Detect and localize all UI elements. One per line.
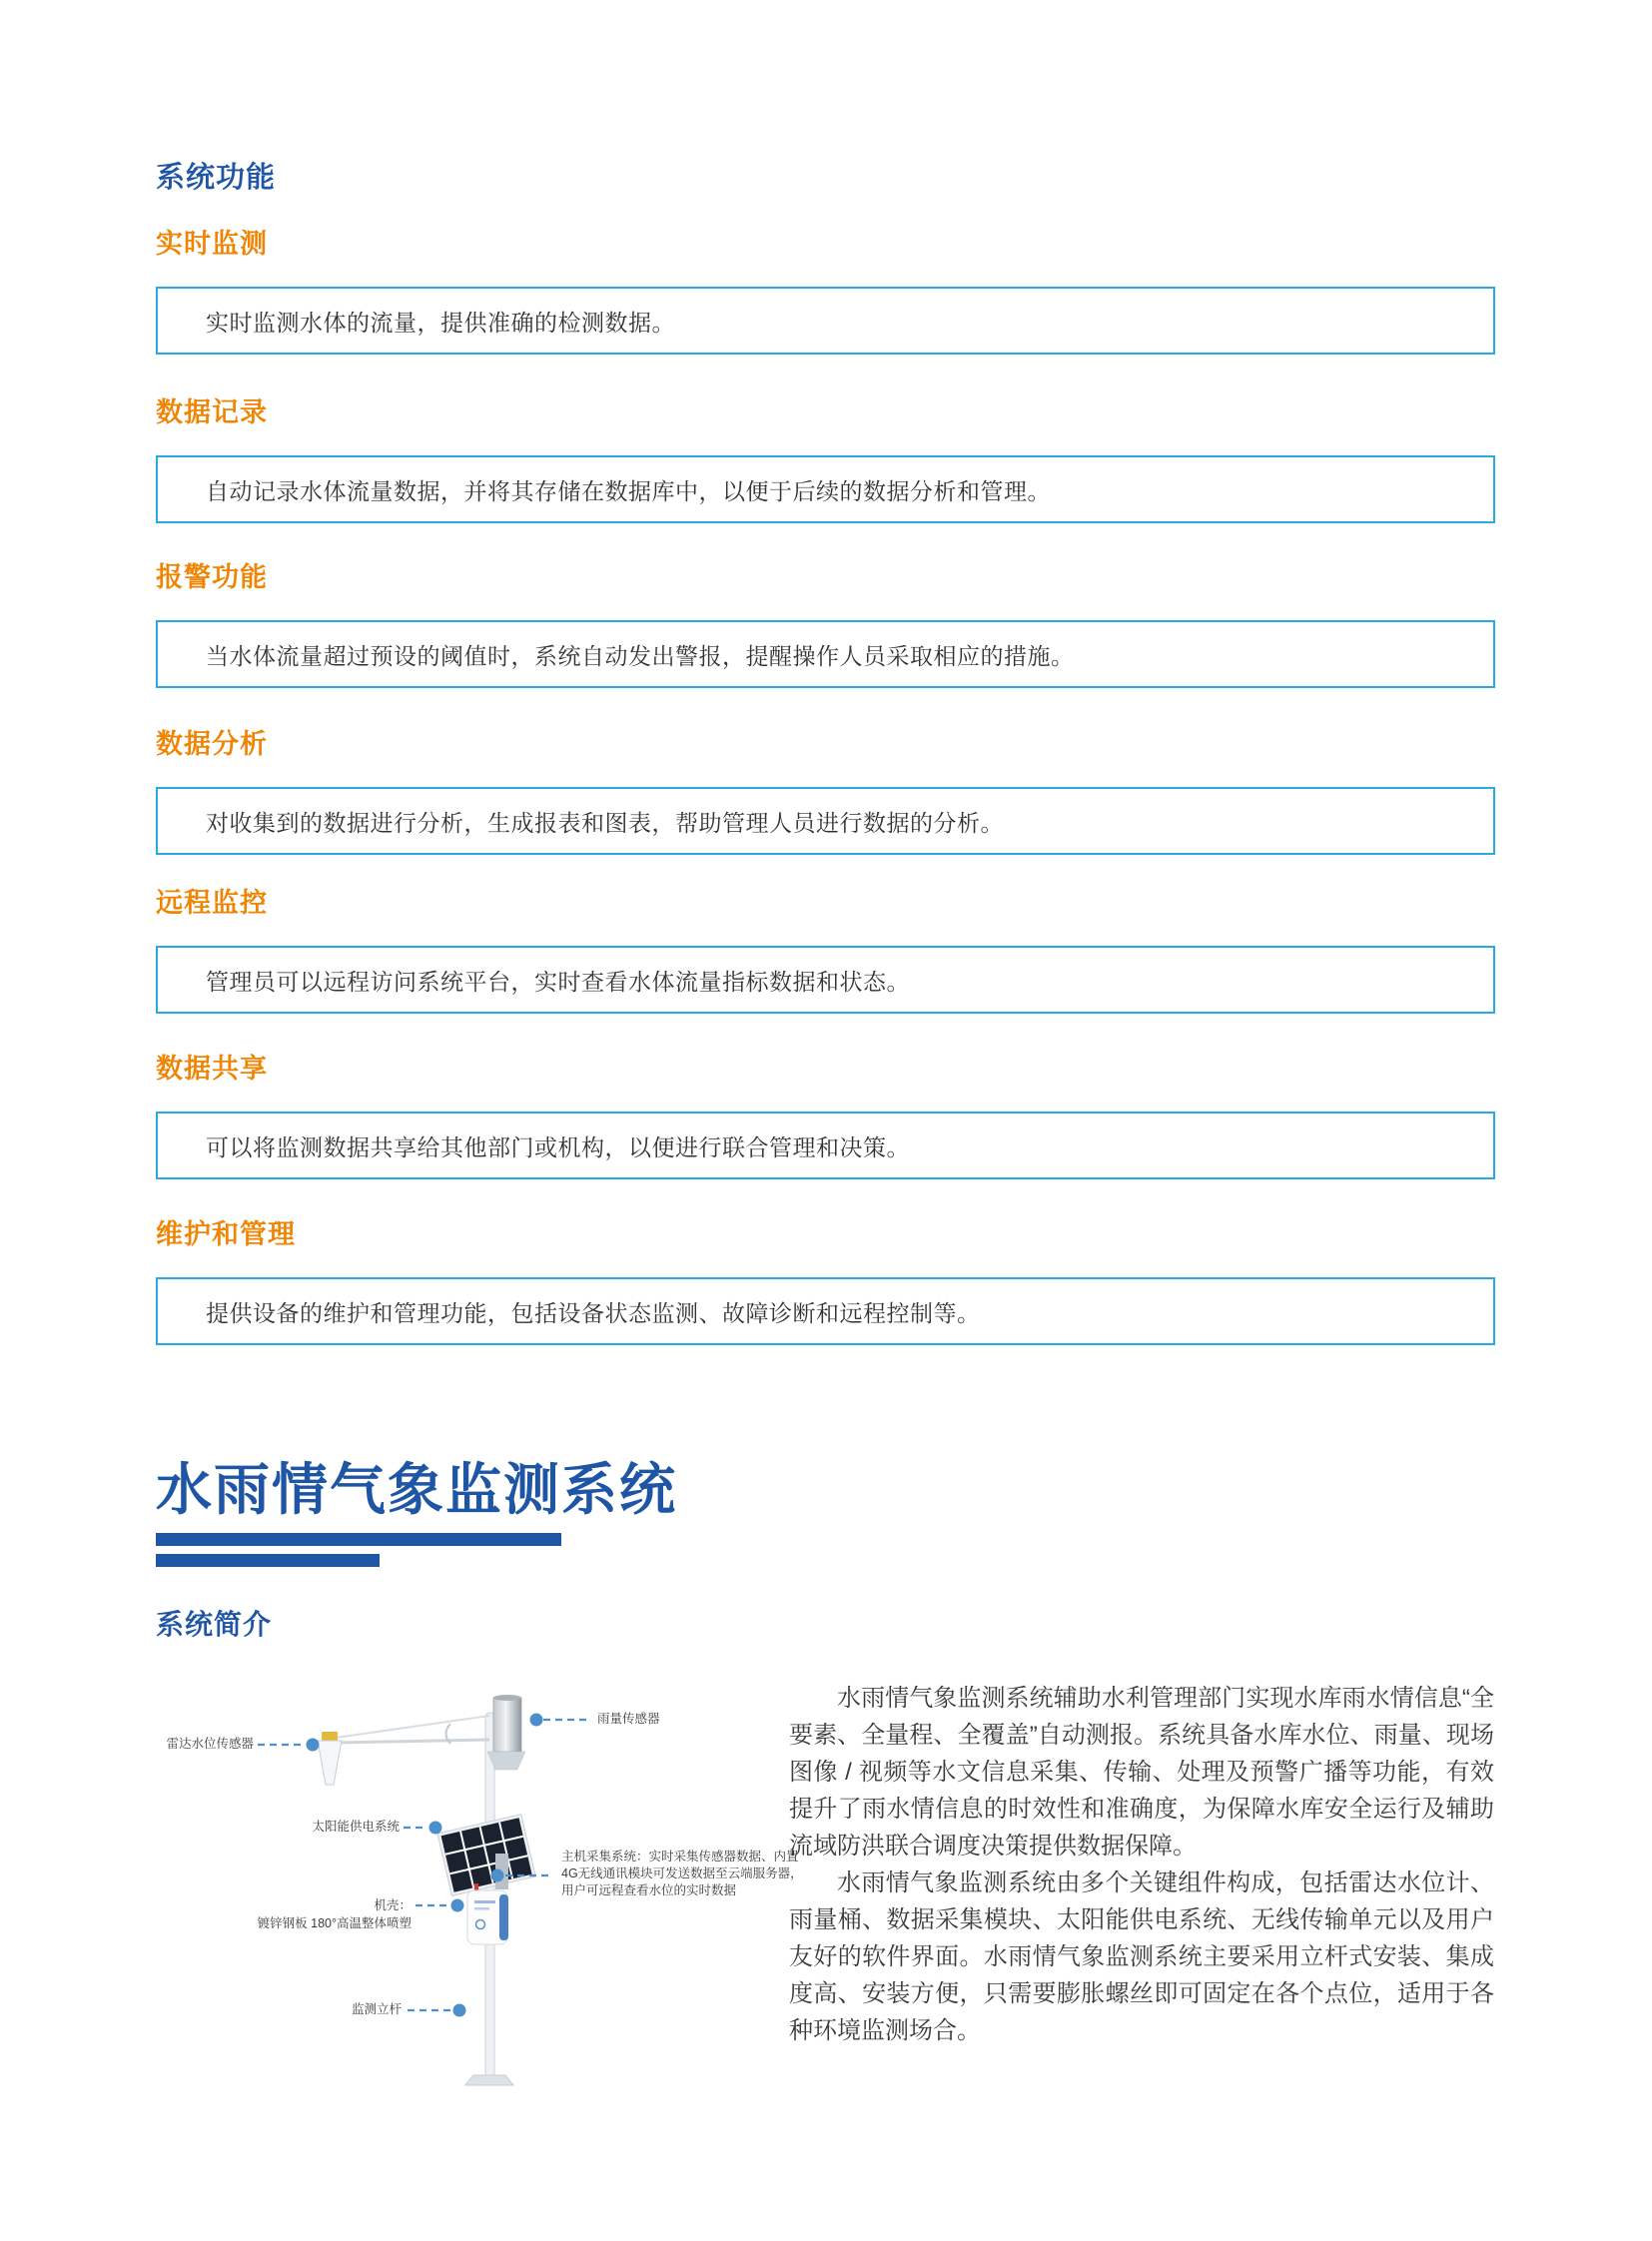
radar-dot-icon — [307, 1739, 320, 1752]
title-underline-bar-short — [156, 1554, 380, 1567]
function-section — [156, 561, 1495, 688]
rain-gauge-cylinder — [493, 1698, 521, 1752]
casing-label-desc: 镀锌钢板 180°高温整体喷塑 — [257, 1916, 412, 1930]
station-diagram — [150, 1688, 809, 2107]
function-section — [156, 1053, 1495, 1179]
solar-dot-icon — [429, 1822, 442, 1835]
casing-antenna — [474, 1883, 478, 1890]
section-body: 对收集到的数据进行分析，生成报表和图表，帮助管理人员进行数据的分析。 — [206, 809, 1004, 836]
section-body: 自动记录水体流量数据，并将其存储在数据库中，以便于后续的数据分析和管理。 — [206, 477, 1051, 504]
rain-sensor-label: 雨量传感器 — [597, 1712, 660, 1726]
casing-label-title: 机壳： — [374, 1898, 412, 1912]
solar-power-label: 太阳能供电系统 — [312, 1820, 400, 1834]
section-box — [156, 1277, 1495, 1345]
function-section — [156, 228, 1495, 355]
host-system-label: 主机采集系统：实时采集传感器数据、内置4G无线通讯模块可发送数据至云端服务器，用户可远程查看水位的实时数据 — [561, 1850, 803, 1897]
arm-wire — [336, 1716, 489, 1738]
intro-paragraph-1: 水雨情气象监测系统辅助水利管理部门实现水库雨水情信息“全要素、全量程、全覆盖”自动测报。系统具备水库水位、雨量、现场图像 / 视频等水文信息采集、传输、处理及预警广播等功能，有效提升了雨水情信息的时效性和准确度，为保障水库安全运行及辅助流域防洪联合调度决策提供数据保障。 — [789, 1685, 1494, 1860]
title-underline-bar — [156, 1533, 561, 1546]
host-dot-icon — [491, 1869, 504, 1882]
section-heading: 维护和管理 — [156, 1219, 296, 1249]
radar-sensor-cone — [318, 1741, 342, 1785]
function-section — [156, 728, 1495, 855]
section-body: 管理员可以远程访问系统平台，实时查看水体流量指标数据和状态。 — [206, 968, 910, 995]
casing-label — [258, 1896, 412, 1932]
radar-sensor-cap — [322, 1732, 338, 1741]
rain-dot-icon — [530, 1714, 543, 1727]
arm-bar — [336, 1740, 489, 1743]
section-heading: 数据分析 — [156, 729, 268, 759]
section-heading: 实时监测 — [156, 229, 268, 259]
section-box — [156, 946, 1495, 1014]
page-title: 系统功能 — [156, 162, 277, 194]
section-body: 提供设备的维护和管理功能，包括设备状态监测、故障诊断和远程控制等。 — [206, 1299, 981, 1326]
function-section — [156, 396, 1495, 523]
section-box — [156, 1112, 1495, 1179]
section-box — [156, 287, 1495, 355]
intro-text-column — [789, 1680, 1494, 2049]
section-heading: 远程监控 — [156, 888, 268, 918]
section-body: 实时监测水体的流量，提供准确的检测数据。 — [206, 309, 675, 336]
casing-blue-panel — [499, 1894, 508, 1940]
radar-sensor-label: 雷达水位传感器 — [166, 1737, 254, 1751]
section-heading: 数据共享 — [156, 1054, 268, 1084]
intro-section-heading: 系统简介 — [156, 1609, 273, 1640]
casing-dot-icon — [451, 1899, 464, 1912]
section-box — [156, 620, 1495, 688]
casing-marking — [474, 1907, 489, 1910]
section-heading: 数据记录 — [156, 397, 268, 427]
pole-dot-icon — [453, 2004, 466, 2017]
solar-panel — [437, 1815, 535, 1896]
section-body: 当水体流量超过预设的阈值时，系统自动发出警报，提醒操作人员采取相应的措施。 — [206, 642, 1075, 669]
intro-paragraph-2: 水雨情气象监测系统由多个关键组件构成，包括雷达水位计、雨量桶、数据采集模块、太阳能供电系统、无线传输单元以及用户友好的软件界面。水雨情气象监测系统主要采用立杆式安装、集成度高、安装方便，只需要膨胀螺丝即可固定在各个点位，适用于各种环境监测场合。 — [789, 1869, 1494, 2044]
chapter-title: 水雨情气象监测系统 — [156, 1458, 677, 1521]
section-body: 可以将监测数据共享给其他部门或机构，以便进行联合管理和决策。 — [206, 1133, 910, 1160]
section-box — [156, 787, 1495, 855]
section-box — [156, 455, 1495, 523]
pole-base — [465, 2075, 513, 2085]
callout-lines — [258, 1720, 589, 2010]
section-heading: 报警功能 — [156, 562, 268, 592]
casing-marking — [474, 1900, 495, 1903]
pole-label: 监测立杆 — [351, 2002, 402, 2016]
function-section — [156, 887, 1495, 1014]
function-section — [156, 1218, 1495, 1345]
rain-gauge-rim — [493, 1695, 521, 1701]
